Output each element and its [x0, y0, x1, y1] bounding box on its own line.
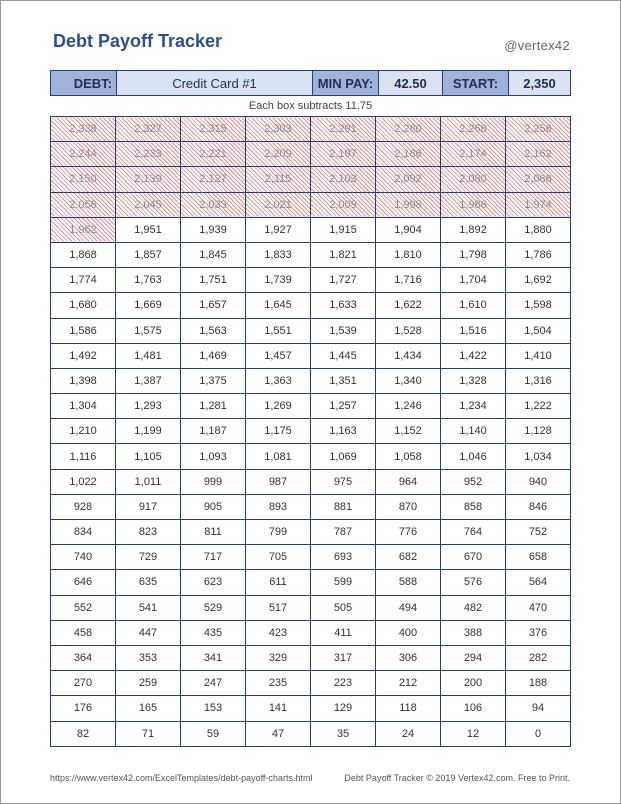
- grid-row: [51, 117, 571, 142]
- balance-box[interactable]: 1,680: [51, 293, 116, 318]
- balance-box[interactable]: 188: [506, 671, 571, 696]
- balance-box[interactable]: 1,175: [246, 419, 311, 444]
- balance-box[interactable]: 82: [51, 721, 116, 746]
- balance-box[interactable]: 2,303: [246, 117, 311, 142]
- grid-row: [51, 545, 571, 570]
- balance-box[interactable]: 1,199: [116, 419, 181, 444]
- balance-box[interactable]: 1,316: [506, 368, 571, 393]
- balance-box[interactable]: 24: [376, 721, 441, 746]
- grid-row: [51, 721, 571, 746]
- balance-box[interactable]: 564: [506, 570, 571, 595]
- grid-row: [51, 293, 571, 318]
- balance-box[interactable]: 200: [441, 671, 506, 696]
- balance-box[interactable]: 2,256: [506, 117, 571, 142]
- balance-box[interactable]: 71: [116, 721, 181, 746]
- balance-box[interactable]: 905: [181, 494, 246, 519]
- balance-box[interactable]: 494: [376, 595, 441, 620]
- balance-box[interactable]: 2,127: [181, 167, 246, 192]
- balance-box[interactable]: 646: [51, 570, 116, 595]
- balance-box[interactable]: 975: [311, 469, 376, 494]
- balance-box[interactable]: 1,481: [116, 343, 181, 368]
- balance-box[interactable]: 1,046: [441, 444, 506, 469]
- balance-box[interactable]: 1,915: [311, 217, 376, 242]
- balance-box[interactable]: 247: [181, 671, 246, 696]
- grid-row: [51, 419, 571, 444]
- balance-box[interactable]: 1,022: [51, 469, 116, 494]
- balance-box[interactable]: 35: [311, 721, 376, 746]
- balance-box[interactable]: 858: [441, 494, 506, 519]
- balance-box[interactable]: 141: [246, 696, 311, 721]
- brand-handle: @vertex42: [504, 38, 570, 53]
- balance-box[interactable]: 776: [376, 520, 441, 545]
- box-subtract-note: Each box subtracts 11.75: [248, 100, 373, 112]
- footer-copyright: Debt Payoff Tracker © 2019 Vertex42.com. Free to Print.: [344, 773, 570, 783]
- balance-box[interactable]: 47: [246, 721, 311, 746]
- balance-box[interactable]: 893: [246, 494, 311, 519]
- balance-box[interactable]: 423: [246, 620, 311, 645]
- balance-box[interactable]: 682: [376, 545, 441, 570]
- balance-box[interactable]: 1,692: [506, 268, 571, 293]
- balance-box[interactable]: 1,798: [441, 242, 506, 267]
- balance-box[interactable]: 2,315: [181, 117, 246, 142]
- start-balance-field[interactable]: 2,350: [509, 71, 570, 95]
- balance-box[interactable]: 1,504: [506, 318, 571, 343]
- balance-box[interactable]: 1,880: [506, 217, 571, 242]
- balance-box[interactable]: 388: [441, 620, 506, 645]
- balance-box[interactable]: 1,387: [116, 368, 181, 393]
- balance-box[interactable]: 541: [116, 595, 181, 620]
- balance-box[interactable]: 940: [506, 469, 571, 494]
- balance-box[interactable]: 2,056: [51, 192, 116, 217]
- balance-box[interactable]: 1,081: [246, 444, 311, 469]
- balance-box[interactable]: 400: [376, 620, 441, 645]
- balance-box[interactable]: 2,045: [116, 192, 181, 217]
- page-title: Debt Payoff Tracker: [53, 31, 223, 51]
- balance-box[interactable]: 1,962: [51, 217, 116, 242]
- grid-row: [51, 242, 571, 267]
- balance-box[interactable]: 881: [311, 494, 376, 519]
- balance-box[interactable]: 1,210: [51, 419, 116, 444]
- balance-box[interactable]: 1,633: [311, 293, 376, 318]
- balance-box[interactable]: 2,021: [246, 192, 311, 217]
- balance-box[interactable]: 1,586: [51, 318, 116, 343]
- grid-row: [51, 167, 571, 192]
- balance-box[interactable]: 0: [506, 721, 571, 746]
- balance-box[interactable]: 1,105: [116, 444, 181, 469]
- balance-box[interactable]: 1,892: [441, 217, 506, 242]
- balance-box[interactable]: 1,575: [116, 318, 181, 343]
- balance-box[interactable]: 529: [181, 595, 246, 620]
- balance-box[interactable]: 1,445: [311, 343, 376, 368]
- balance-box[interactable]: 411: [311, 620, 376, 645]
- balance-box[interactable]: 2,139: [116, 167, 181, 192]
- balance-box[interactable]: 576: [441, 570, 506, 595]
- grid-row: [51, 444, 571, 469]
- balance-box[interactable]: 2,244: [51, 142, 116, 167]
- balance-box[interactable]: 1,539: [311, 318, 376, 343]
- balance-box[interactable]: 1,657: [181, 293, 246, 318]
- balance-box[interactable]: 317: [311, 645, 376, 670]
- balance-box[interactable]: 129: [311, 696, 376, 721]
- balance-box[interactable]: 2,080: [441, 167, 506, 192]
- balance-box[interactable]: 2,221: [181, 142, 246, 167]
- balance-box[interactable]: 1,810: [376, 242, 441, 267]
- grid-row: [51, 142, 571, 167]
- balance-box[interactable]: 1,246: [376, 394, 441, 419]
- balance-box[interactable]: 353: [116, 645, 181, 670]
- balance-box[interactable]: 2,174: [441, 142, 506, 167]
- balance-box[interactable]: 611: [246, 570, 311, 595]
- balance-box[interactable]: 1,234: [441, 394, 506, 419]
- grid-row: [51, 268, 571, 293]
- balance-box[interactable]: 1,751: [181, 268, 246, 293]
- balance-box[interactable]: 2,268: [441, 117, 506, 142]
- balance-box[interactable]: 799: [246, 520, 311, 545]
- balance-box[interactable]: 2,115: [246, 167, 311, 192]
- balance-box[interactable]: 964: [376, 469, 441, 494]
- debt-name-field[interactable]: Credit Card #1: [117, 71, 313, 95]
- min-pay-field[interactable]: 42.50: [379, 71, 443, 95]
- balance-box[interactable]: 1,610: [441, 293, 506, 318]
- balance-box[interactable]: 764: [441, 520, 506, 545]
- balance-box[interactable]: 1,986: [441, 192, 506, 217]
- balance-box[interactable]: 1,904: [376, 217, 441, 242]
- balance-box[interactable]: 1,093: [181, 444, 246, 469]
- balance-box[interactable]: 811: [181, 520, 246, 545]
- balance-box[interactable]: 599: [311, 570, 376, 595]
- balance-box[interactable]: 1,669: [116, 293, 181, 318]
- balance-box[interactable]: 952: [441, 469, 506, 494]
- balance-box[interactable]: 1,398: [51, 368, 116, 393]
- min-pay-label: MIN PAY:: [313, 71, 379, 95]
- balance-box[interactable]: 1,069: [311, 444, 376, 469]
- balance-box[interactable]: 458: [51, 620, 116, 645]
- balance-box[interactable]: 2,280: [376, 117, 441, 142]
- balance-box[interactable]: 1,328: [441, 368, 506, 393]
- balance-box[interactable]: 1,128: [506, 419, 571, 444]
- grid-row: [51, 645, 571, 670]
- balance-box[interactable]: 1,257: [311, 394, 376, 419]
- balance-box[interactable]: 306: [376, 645, 441, 670]
- balance-box[interactable]: 1,293: [116, 394, 181, 419]
- balance-box[interactable]: 1,152: [376, 419, 441, 444]
- balance-box[interactable]: 729: [116, 545, 181, 570]
- balance-box[interactable]: 1,222: [506, 394, 571, 419]
- grid-row: [51, 671, 571, 696]
- balance-box[interactable]: 999: [181, 469, 246, 494]
- balance-box[interactable]: 1,598: [506, 293, 571, 318]
- balance-box[interactable]: 2,162: [506, 142, 571, 167]
- balance-box[interactable]: 1,434: [376, 343, 441, 368]
- balance-box[interactable]: 987: [246, 469, 311, 494]
- grid-row: [51, 469, 571, 494]
- balance-box[interactable]: 1,281: [181, 394, 246, 419]
- grid-row: [51, 520, 571, 545]
- balance-box[interactable]: 2,186: [376, 142, 441, 167]
- grid-row: [51, 394, 571, 419]
- balance-box[interactable]: 635: [116, 570, 181, 595]
- balance-box[interactable]: 1,269: [246, 394, 311, 419]
- balance-box[interactable]: 846: [506, 494, 571, 519]
- grid-row: [51, 217, 571, 242]
- balance-box[interactable]: 1,645: [246, 293, 311, 318]
- balance-box[interactable]: 834: [51, 520, 116, 545]
- balance-box[interactable]: 1,187: [181, 419, 246, 444]
- balance-box[interactable]: 1,845: [181, 242, 246, 267]
- balance-box[interactable]: 1,998: [376, 192, 441, 217]
- grid-row: [51, 620, 571, 645]
- grid-row: [51, 696, 571, 721]
- balance-box[interactable]: 1,410: [506, 343, 571, 368]
- debt-label: DEBT:: [51, 71, 117, 95]
- balance-box[interactable]: 517: [246, 595, 311, 620]
- balance-box[interactable]: 59: [181, 721, 246, 746]
- balance-box[interactable]: 1,351: [311, 368, 376, 393]
- balance-box[interactable]: 2,327: [116, 117, 181, 142]
- balance-box[interactable]: 787: [311, 520, 376, 545]
- balance-box[interactable]: 2,103: [311, 167, 376, 192]
- balance-box[interactable]: 212: [376, 671, 441, 696]
- payoff-grid: [50, 116, 571, 747]
- balance-box[interactable]: 470: [506, 595, 571, 620]
- balance-box[interactable]: 588: [376, 570, 441, 595]
- balance-box[interactable]: 2,092: [376, 167, 441, 192]
- balance-box[interactable]: 870: [376, 494, 441, 519]
- balance-box[interactable]: 623: [181, 570, 246, 595]
- balance-box[interactable]: 1,034: [506, 444, 571, 469]
- balance-box[interactable]: 1,821: [311, 242, 376, 267]
- balance-box[interactable]: 1,457: [246, 343, 311, 368]
- balance-box[interactable]: 1,951: [116, 217, 181, 242]
- balance-box[interactable]: 823: [116, 520, 181, 545]
- balance-box[interactable]: 1,516: [441, 318, 506, 343]
- grid-row: [51, 494, 571, 519]
- balance-box[interactable]: 705: [246, 545, 311, 570]
- balance-box[interactable]: 2,068: [506, 167, 571, 192]
- balance-box[interactable]: 552: [51, 595, 116, 620]
- balance-box[interactable]: 1,340: [376, 368, 441, 393]
- balance-box[interactable]: 717: [181, 545, 246, 570]
- balance-box[interactable]: 259: [116, 671, 181, 696]
- balance-box[interactable]: 1,469: [181, 343, 246, 368]
- balance-box[interactable]: 1,833: [246, 242, 311, 267]
- balance-box[interactable]: 1,011: [116, 469, 181, 494]
- balance-box[interactable]: 1,716: [376, 268, 441, 293]
- grid-row: [51, 368, 571, 393]
- balance-box[interactable]: 12: [441, 721, 506, 746]
- balance-box[interactable]: 1,116: [51, 444, 116, 469]
- debt-info-bar: [50, 70, 571, 96]
- balance-box[interactable]: 341: [181, 645, 246, 670]
- balance-box[interactable]: 2,233: [116, 142, 181, 167]
- balance-box[interactable]: 1,622: [376, 293, 441, 318]
- balance-box[interactable]: 917: [116, 494, 181, 519]
- balance-box[interactable]: 1,727: [311, 268, 376, 293]
- balance-box[interactable]: 2,009: [311, 192, 376, 217]
- balance-box[interactable]: 482: [441, 595, 506, 620]
- balance-box[interactable]: 376: [506, 620, 571, 645]
- balance-box[interactable]: 235: [246, 671, 311, 696]
- balance-box[interactable]: 118: [376, 696, 441, 721]
- balance-box[interactable]: 1,375: [181, 368, 246, 393]
- grid-row: [51, 343, 571, 368]
- balance-box[interactable]: 1,763: [116, 268, 181, 293]
- grid-row: [51, 595, 571, 620]
- balance-box[interactable]: 1,492: [51, 343, 116, 368]
- balance-box[interactable]: 1,927: [246, 217, 311, 242]
- balance-box[interactable]: 1,304: [51, 394, 116, 419]
- balance-box[interactable]: 1,739: [246, 268, 311, 293]
- balance-box[interactable]: 176: [51, 696, 116, 721]
- balance-box[interactable]: 1,857: [116, 242, 181, 267]
- balance-box[interactable]: 505: [311, 595, 376, 620]
- footer-url[interactable]: https://www.vertex42.com/ExcelTemplates/debt-payoff-charts.html: [50, 773, 313, 783]
- balance-box[interactable]: 1,774: [51, 268, 116, 293]
- balance-box[interactable]: 1,551: [246, 318, 311, 343]
- balance-box[interactable]: 447: [116, 620, 181, 645]
- balance-box[interactable]: 294: [441, 645, 506, 670]
- balance-box[interactable]: 94: [506, 696, 571, 721]
- balance-box[interactable]: 740: [51, 545, 116, 570]
- balance-box[interactable]: 693: [311, 545, 376, 570]
- balance-box[interactable]: 2,209: [246, 142, 311, 167]
- balance-box[interactable]: 270: [51, 671, 116, 696]
- balance-box[interactable]: 1,868: [51, 242, 116, 267]
- balance-box[interactable]: 106: [441, 696, 506, 721]
- balance-box[interactable]: 1,786: [506, 242, 571, 267]
- balance-box[interactable]: 1,563: [181, 318, 246, 343]
- balance-box[interactable]: 2,291: [311, 117, 376, 142]
- balance-box[interactable]: 165: [116, 696, 181, 721]
- balance-box[interactable]: 928: [51, 494, 116, 519]
- balance-box[interactable]: 1,704: [441, 268, 506, 293]
- balance-box[interactable]: 2,150: [51, 167, 116, 192]
- balance-box[interactable]: 435: [181, 620, 246, 645]
- start-label: START:: [443, 71, 509, 95]
- grid-row: [51, 570, 571, 595]
- balance-box[interactable]: 1,528: [376, 318, 441, 343]
- balance-box[interactable]: 223: [311, 671, 376, 696]
- balance-box[interactable]: 1,974: [506, 192, 571, 217]
- grid-row: [51, 192, 571, 217]
- balance-box[interactable]: 329: [246, 645, 311, 670]
- balance-box[interactable]: 658: [506, 545, 571, 570]
- grid-row: [51, 318, 571, 343]
- balance-box[interactable]: 2,338: [51, 117, 116, 142]
- balance-box[interactable]: 1,363: [246, 368, 311, 393]
- balance-box[interactable]: 670: [441, 545, 506, 570]
- balance-box[interactable]: 752: [506, 520, 571, 545]
- balance-box[interactable]: 1,163: [311, 419, 376, 444]
- balance-box[interactable]: 282: [506, 645, 571, 670]
- balance-box[interactable]: 1,939: [181, 217, 246, 242]
- balance-box[interactable]: 1,058: [376, 444, 441, 469]
- balance-box[interactable]: 1,140: [441, 419, 506, 444]
- balance-box[interactable]: 2,033: [181, 192, 246, 217]
- balance-box[interactable]: 153: [181, 696, 246, 721]
- balance-box[interactable]: 2,197: [311, 142, 376, 167]
- balance-box[interactable]: 1,422: [441, 343, 506, 368]
- balance-box[interactable]: 364: [51, 645, 116, 670]
